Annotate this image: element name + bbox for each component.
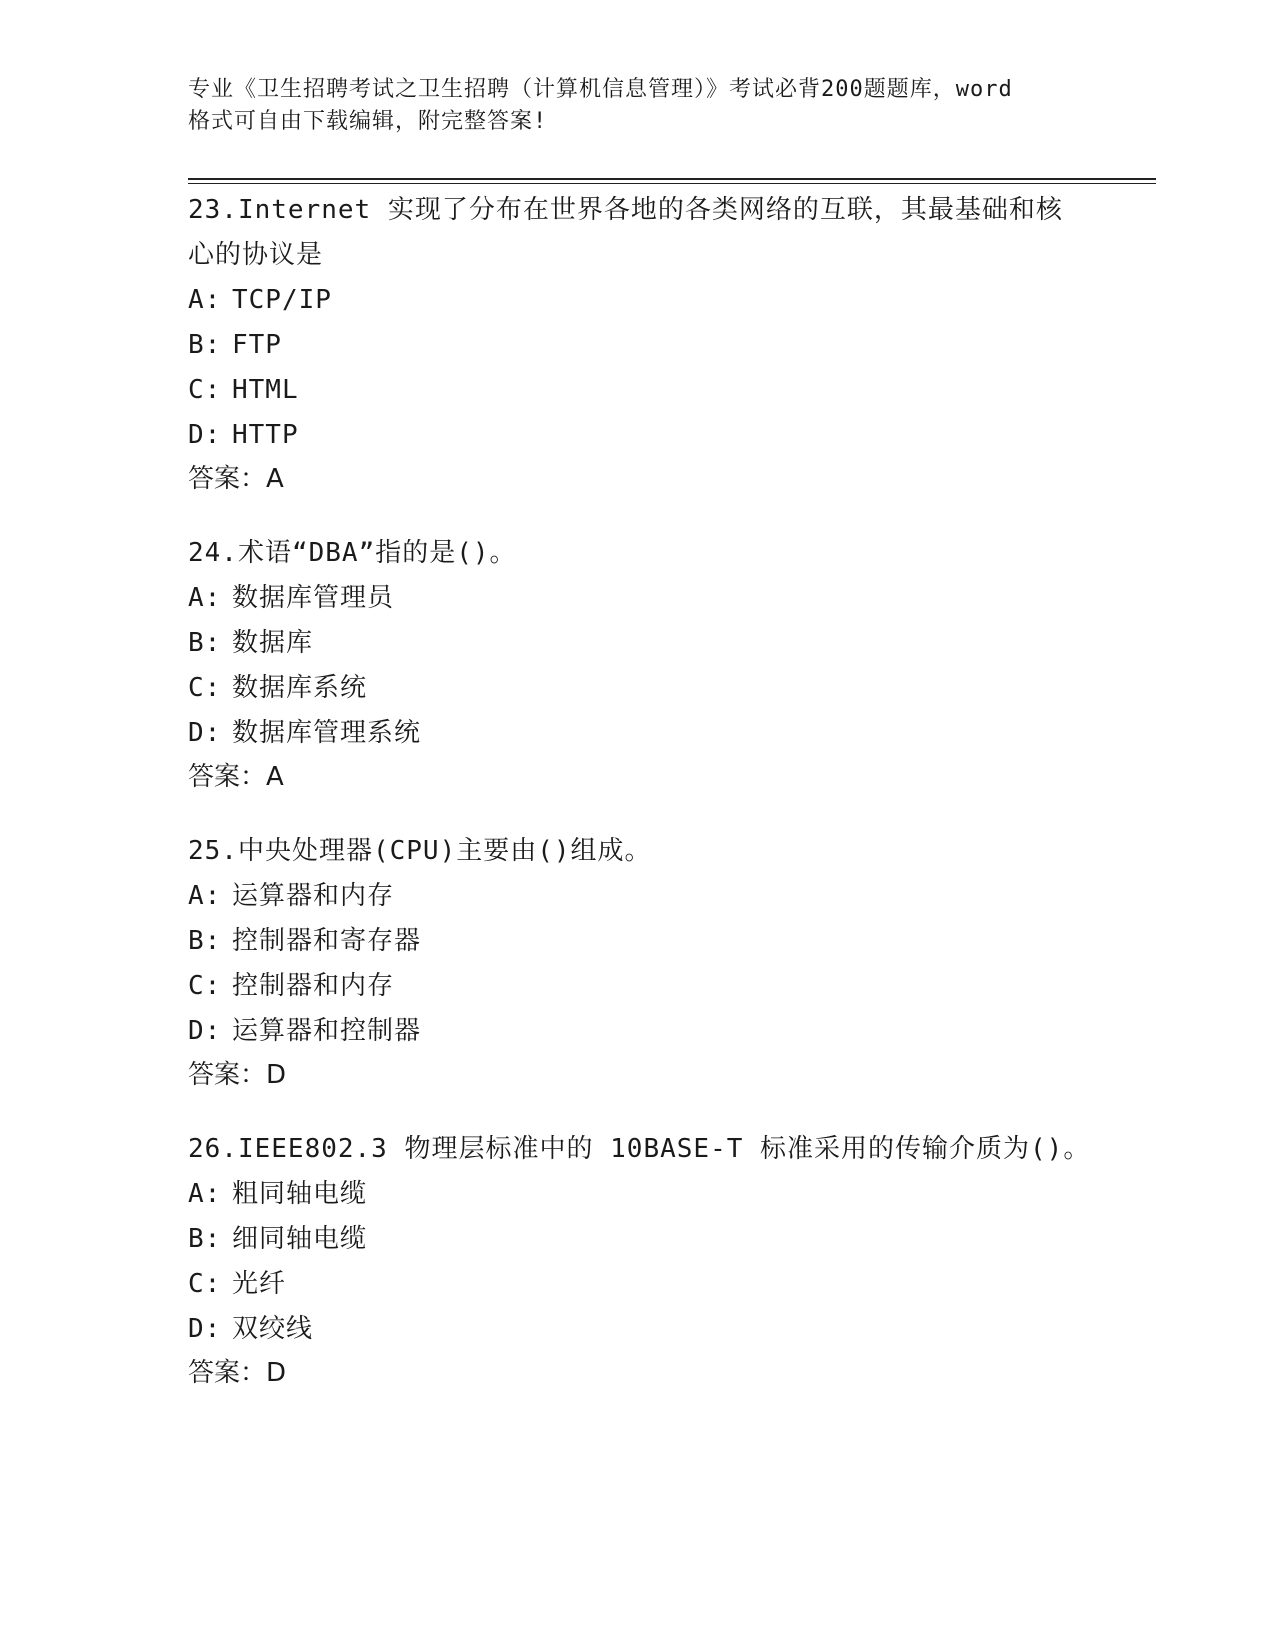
option-text: 控制器和寄存器 xyxy=(232,926,422,956)
answer-line: 答案：A xyxy=(188,464,284,494)
option-letter: D: xyxy=(188,420,222,450)
question-stem: 25.中央处理器(CPU)主要由()组成。 xyxy=(188,836,652,866)
answer-line: 答案：D xyxy=(188,1358,287,1388)
question-26 xyxy=(188,1127,1108,1395)
option-letter: C: xyxy=(188,375,222,405)
option-text: 运算器和内存 xyxy=(232,881,395,911)
question-stem: 23.Internet 实现了分布在世界各地的各类网络的互联，其最基础和核 xyxy=(188,195,1063,225)
document-intro xyxy=(188,74,1108,138)
option-text: 光纤 xyxy=(232,1269,287,1299)
option-d xyxy=(188,1307,1108,1352)
option-b xyxy=(188,919,1108,964)
question-24 xyxy=(188,531,1108,799)
option-a xyxy=(188,278,1108,323)
option-text: 数据库管理员 xyxy=(232,583,395,613)
option-letter: A: xyxy=(188,1179,222,1209)
option-d xyxy=(188,413,1108,458)
option-letter: A: xyxy=(188,583,222,613)
answer-line: 答案：A xyxy=(188,762,284,792)
option-a xyxy=(188,874,1108,919)
option-text: 粗同轴电缆 xyxy=(232,1179,368,1209)
option-letter: C: xyxy=(188,673,222,703)
option-text: 数据库系统 xyxy=(232,673,368,703)
option-a xyxy=(188,576,1108,621)
option-a xyxy=(188,1172,1108,1217)
option-letter: B: xyxy=(188,926,222,956)
option-b xyxy=(188,621,1108,666)
intro-line-2: 格式可自由下载编辑，附完整答案! xyxy=(188,109,548,134)
question-23 xyxy=(188,188,1108,501)
option-c xyxy=(188,666,1108,711)
option-letter: A: xyxy=(188,285,222,315)
option-text: FTP xyxy=(232,330,282,360)
option-text: 数据库管理系统 xyxy=(232,718,422,748)
option-text: 数据库 xyxy=(232,628,314,658)
option-text: 控制器和内存 xyxy=(232,971,395,1001)
option-letter: D: xyxy=(188,718,222,748)
option-letter: D: xyxy=(188,1314,222,1344)
option-letter: A: xyxy=(188,881,222,911)
option-d xyxy=(188,1009,1108,1054)
option-b xyxy=(188,323,1108,368)
intro-line-1: 专业《卫生招聘考试之卫生招聘（计算机信息管理）》考试必背200题题库，word xyxy=(188,77,1013,102)
header-divider-thin xyxy=(188,183,1156,184)
option-text: HTTP xyxy=(232,420,299,450)
header-divider-thick xyxy=(188,178,1156,180)
question-stem: 26.IEEE802.3 物理层标准中的 10BASE-T 标准采用的传输介质为()。 xyxy=(188,1134,1091,1164)
option-d xyxy=(188,711,1108,756)
question-25 xyxy=(188,829,1108,1097)
option-letter: C: xyxy=(188,971,222,1001)
option-letter: B: xyxy=(188,1224,222,1254)
option-b xyxy=(188,1217,1108,1262)
question-stem: 24.术语“DBA”指的是()。 xyxy=(188,538,517,568)
option-text: 运算器和控制器 xyxy=(232,1016,422,1046)
option-text: TCP/IP xyxy=(232,285,332,315)
question-stem-continued: 心的协议是 xyxy=(188,240,324,270)
option-letter: B: xyxy=(188,628,222,658)
option-letter: C: xyxy=(188,1269,222,1299)
option-text: HTML xyxy=(232,375,299,405)
answer-line: 答案：D xyxy=(188,1060,287,1090)
option-letter: D: xyxy=(188,1016,222,1046)
question-list xyxy=(188,188,1108,1425)
option-c xyxy=(188,1262,1108,1307)
option-text: 细同轴电缆 xyxy=(232,1224,368,1254)
option-c xyxy=(188,368,1108,413)
option-c xyxy=(188,964,1108,1009)
option-text: 双绞线 xyxy=(232,1314,314,1344)
option-letter: B: xyxy=(188,330,222,360)
